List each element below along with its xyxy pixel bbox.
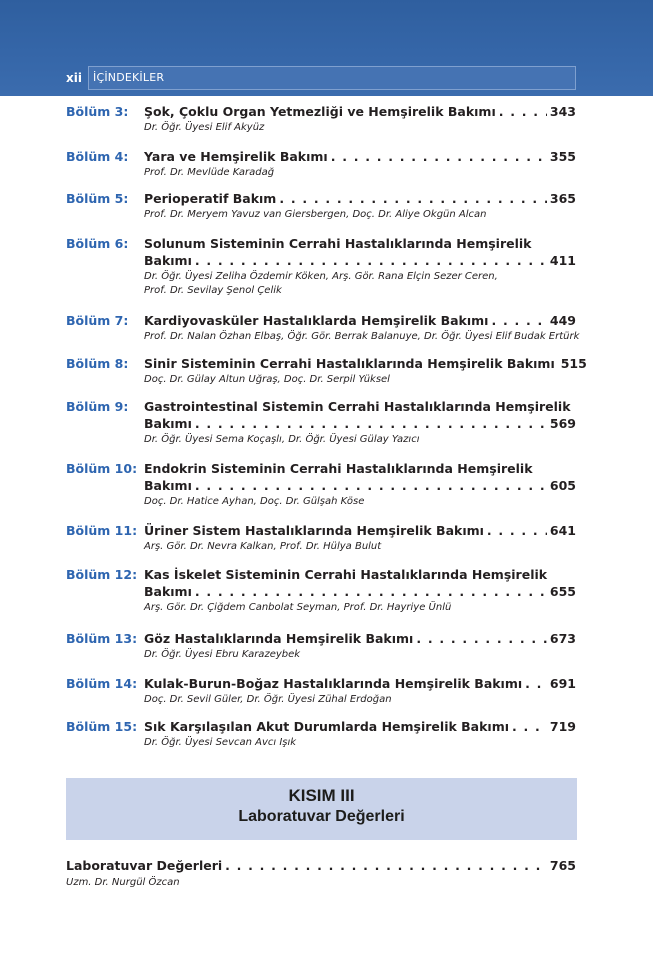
entry-title-line1: Solunum Sisteminin Cerrahi Hastalıklarında Hemşirelik — [144, 236, 532, 251]
entry-authors: Doç. Dr. Sevil Güler, Dr. Öğr. Üyesi Zühal Erdoğan — [144, 694, 392, 705]
page-ref: 605 — [549, 478, 576, 493]
entry-authors: Uzm. Dr. Nurgül Özcan — [66, 877, 180, 888]
entry-title: Perioperatif Bakım — [144, 191, 277, 206]
entry-title: Göz Hastalıklarında Hemşirelik Bakımı — [144, 631, 414, 646]
page-ref: 569 — [549, 416, 576, 431]
chapter-label: Bölüm 4: — [66, 149, 129, 164]
page-ref: 673 — [549, 631, 576, 646]
toc-line — [144, 104, 576, 120]
page-ref: 365 — [549, 191, 576, 206]
entry-authors: Prof. Dr. Mevlüde Karadağ — [144, 167, 275, 178]
entry-title: Üriner Sistem Hastalıklarında Hemşirelik Bakımı — [144, 523, 484, 538]
page-number: xii — [66, 71, 82, 85]
chapter-label: Bölüm 12: — [66, 567, 138, 582]
part-subtitle: Laboratuvar Değerleri — [238, 808, 405, 825]
toc-line — [144, 584, 576, 600]
entry-authors: Dr. Öğr. Üyesi Sema Koçaşlı, Dr. Öğr. Üyesi Gülay Yazıcı — [144, 434, 420, 445]
chapter-label: Bölüm 11: — [66, 523, 138, 538]
page-ref: 515 — [560, 356, 587, 371]
entry-authors: Doç. Dr. Gülay Altun Uğraş, Doç. Dr. Serpil Yüksel — [144, 374, 390, 385]
toc-line — [144, 478, 576, 494]
entry-authors: Prof. Dr. Sevilay Şenol Çelik — [144, 285, 282, 296]
dot-leader — [525, 676, 547, 692]
dot-leader — [499, 104, 547, 120]
dot-leader — [279, 191, 547, 207]
chapter-label: Bölüm 7: — [66, 313, 129, 328]
entry-title: Bakımı — [144, 253, 192, 268]
toc-line — [144, 253, 576, 269]
section-label: İÇİNDEKİLER — [88, 66, 576, 90]
entry-title: Laboratuvar Değerleri — [66, 858, 223, 873]
chapter-label: Bölüm 8: — [66, 356, 129, 371]
entry-authors: Dr. Öğr. Üyesi Ebru Karazeybek — [144, 649, 301, 660]
entry-title-line1: Gastrointestinal Sistemin Cerrahi Hastalıklarında Hemşirelik — [144, 399, 571, 414]
page-ref: 355 — [549, 149, 576, 164]
dot-leader — [512, 719, 547, 735]
page-ref: 655 — [549, 584, 576, 599]
entry-title: Kulak-Burun-Boğaz Hastalıklarında Hemşirelik Bakımı — [144, 676, 523, 691]
entry-title: Bakımı — [144, 584, 192, 599]
chapter-label: Bölüm 6: — [66, 236, 129, 251]
entry-authors: Dr. Öğr. Üyesi Zeliha Özdemir Köken, Arş. Gör. Rana Elçin Sezer Ceren, — [144, 271, 498, 282]
dot-leader — [331, 149, 547, 165]
dot-leader — [195, 416, 547, 432]
entry-title: Şok, Çoklu Organ Yetmezliği ve Hemşirelik Bakımı — [144, 104, 496, 119]
dot-leader — [416, 631, 547, 647]
dot-leader — [195, 253, 547, 269]
part-title: KISIM III — [288, 786, 355, 805]
page-ref: 449 — [549, 313, 576, 328]
page-ref: 641 — [549, 523, 576, 538]
toc-line — [144, 719, 576, 735]
toc-line — [144, 676, 576, 692]
chapter-label: Bölüm 15: — [66, 719, 138, 734]
chapter-label: Bölüm 14: — [66, 676, 138, 691]
toc-line — [144, 191, 576, 207]
entry-title: Bakımı — [144, 416, 192, 431]
dot-leader — [491, 313, 546, 329]
entry-title: Sık Karşılaşılan Akut Durumlarda Hemşirelik Bakımı — [144, 719, 510, 734]
toc-line — [144, 149, 576, 165]
entry-authors: Doç. Dr. Hatice Ayhan, Doç. Dr. Gülşah Köse — [144, 496, 365, 507]
toc-line — [144, 631, 576, 647]
dot-leader — [195, 478, 547, 494]
page-ref: 765 — [549, 858, 576, 873]
page-ref: 411 — [549, 253, 576, 268]
dot-leader — [487, 523, 547, 539]
entry-title-line1: Kas İskelet Sisteminin Cerrahi Hastalıklarında Hemşirelik — [144, 567, 548, 582]
toc-line — [144, 523, 576, 539]
entry-authors: Arş. Gör. Dr. Nevra Kalkan, Prof. Dr. Hülya Bulut — [144, 541, 382, 552]
page-ref: 691 — [549, 676, 576, 691]
chapter-label: Bölüm 3: — [66, 104, 129, 119]
toc-line — [144, 356, 587, 372]
page-ref: 719 — [549, 719, 576, 734]
entry-authors: Prof. Dr. Meryem Yavuz van Giersbergen, Doç. Dr. Aliye Okgün Alcan — [144, 209, 487, 220]
entry-title: Sinir Sisteminin Cerrahi Hastalıklarında Hemşirelik Bakımı — [144, 356, 555, 371]
page-ref: 343 — [549, 104, 576, 119]
entry-title: Bakımı — [144, 478, 192, 493]
entry-authors: Prof. Dr. Nalan Özhan Elbaş, Öğr. Gör. Berrak Balanuye, Dr. Öğr. Üyesi Elif Budak Ertürk — [144, 331, 580, 342]
entry-title: Yara ve Hemşirelik Bakımı — [144, 149, 328, 164]
toc-line — [66, 858, 576, 874]
chapter-label: Bölüm 9: — [66, 399, 129, 414]
entry-authors: Dr. Öğr. Üyesi Elif Akyüz — [144, 122, 265, 133]
entry-title-line1: Endokrin Sisteminin Cerrahi Hastalıklarında Hemşirelik — [144, 461, 533, 476]
chapter-label: Bölüm 13: — [66, 631, 138, 646]
entry-authors: Dr. Öğr. Üyesi Sevcan Avcı Işık — [144, 737, 297, 748]
entry-authors: Arş. Gör. Dr. Çiğdem Canbolat Seyman, Prof. Dr. Hayriye Ünlü — [144, 602, 452, 613]
dot-leader — [195, 584, 547, 600]
toc-line — [144, 313, 576, 329]
entry-title: Kardiyovasküler Hastalıklarda Hemşirelik Bakımı — [144, 313, 489, 328]
chapter-label: Bölüm 5: — [66, 191, 129, 206]
chapter-label: Bölüm 10: — [66, 461, 138, 476]
part-banner — [66, 778, 577, 840]
toc-line — [144, 416, 576, 432]
dot-leader — [225, 858, 547, 874]
page-header — [0, 0, 653, 96]
